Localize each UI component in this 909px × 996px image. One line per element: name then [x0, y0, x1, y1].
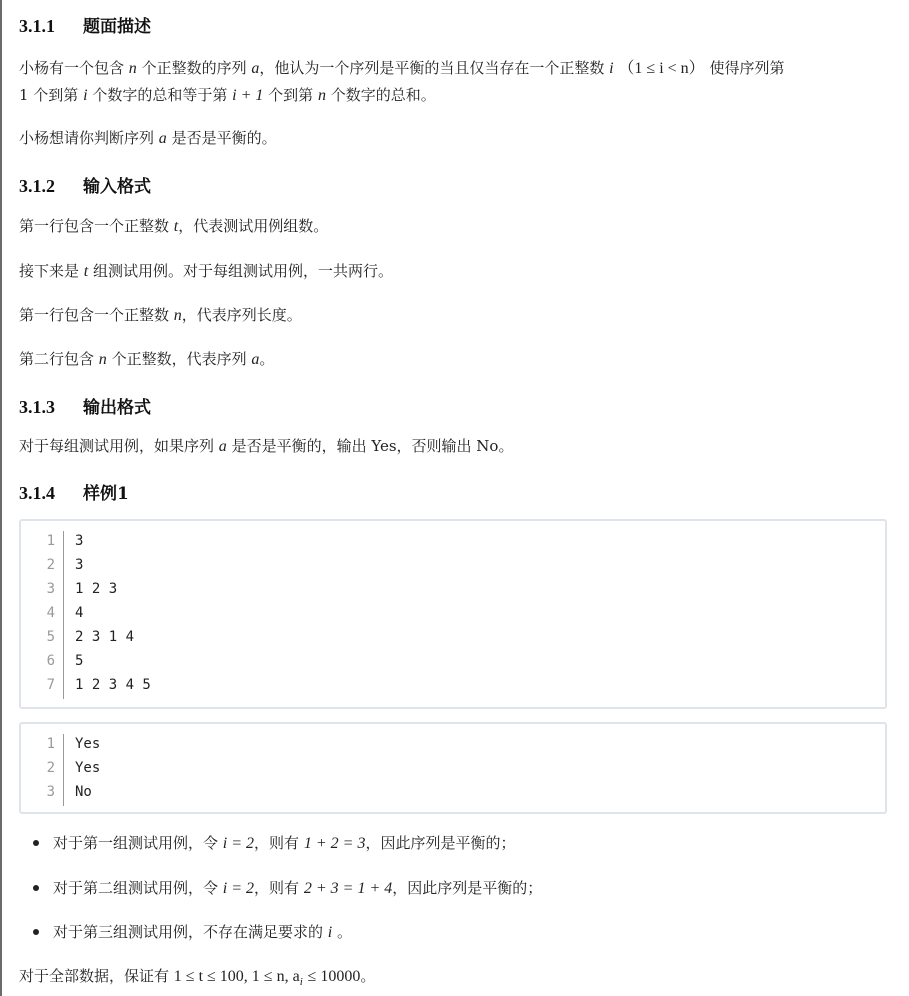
- math-var: n: [98, 351, 107, 368]
- code-text: No: [75, 784, 92, 800]
- line-number: 3: [46, 581, 55, 597]
- list-item: 对于第一组测试用例，令 i = 2，则有 1 + 2 = 3，因此序列是平衡的；: [33, 830, 883, 856]
- math-expression: 1 ≤ t ≤ 100, 1 ≤ n, a: [173, 968, 300, 985]
- math-var: i: [83, 87, 88, 104]
- line-number: 4: [46, 605, 55, 621]
- math-var: a: [158, 130, 167, 147]
- page-left-border: [0, 0, 2, 996]
- line-number: 2: [46, 760, 55, 776]
- math-var: t: [83, 263, 89, 280]
- constraints-paragraph: 对于全部数据，保证有 1 ≤ t ≤ 100, 1 ≤ n, $a_i \le 10000$。: [19, 967, 376, 988]
- code-line: [27, 649, 867, 673]
- code-text: 1 2 3: [75, 581, 118, 597]
- section-heading-description: [19, 12, 151, 37]
- math-var: i: [327, 924, 333, 941]
- section-number: 3.1.4: [19, 483, 55, 503]
- line-number: 1: [46, 533, 55, 549]
- math-var: t: [173, 218, 179, 235]
- bullet-icon: [33, 840, 39, 846]
- math-var: a: [251, 351, 260, 368]
- code-line: [27, 673, 867, 697]
- code-line: [27, 553, 867, 577]
- code-text: 5: [75, 653, 84, 669]
- line-number: 1: [46, 736, 55, 752]
- section-number: 3.1.2: [19, 176, 55, 196]
- code-line: [27, 625, 867, 649]
- sample-input-lines: [27, 529, 867, 697]
- math-expression: i + 1: [232, 87, 264, 104]
- input-paragraph-1: 第一行包含一个正整数 t，代表测试用例组数。: [19, 217, 329, 235]
- math-expression: 2 + 3 = 1 + 4: [303, 880, 393, 897]
- code-text: 1 2 3 4 5: [75, 677, 151, 693]
- bullet-icon: [33, 885, 39, 891]
- math-var: n: [317, 87, 326, 104]
- input-paragraph-4: 第二行包含 n 个正整数，代表序列 a。: [19, 350, 275, 368]
- line-number: 5: [46, 629, 55, 645]
- code-line: [27, 780, 867, 804]
- sample-input-code-block[interactable]: [19, 519, 887, 709]
- sample-output-code-block[interactable]: [19, 722, 887, 814]
- input-paragraph-3: 第一行包含一个正整数 n，代表序列长度。: [19, 306, 302, 324]
- code-line: [27, 732, 867, 756]
- math-var: a: [251, 60, 260, 77]
- math-var: i: [609, 60, 614, 77]
- code-text: 3: [75, 557, 84, 573]
- math-expression: ≤ 10000: [307, 968, 361, 985]
- math-subscript: i: [299, 976, 303, 988]
- line-number: 2: [46, 557, 55, 573]
- math-var: n: [173, 307, 182, 324]
- line-number: 6: [46, 653, 55, 669]
- bullet-icon: [33, 929, 39, 935]
- line-number: 7: [46, 677, 55, 693]
- math-expression: 1 + 2 = 3: [303, 835, 366, 852]
- section-heading-output: [19, 393, 151, 418]
- code-text: Yes: [75, 736, 101, 752]
- line-number: 3: [46, 784, 55, 800]
- output-paragraph-1: 对于每组测试用例，如果序列 a 是否是平衡的，输出 Yes，否则输出 No。: [19, 437, 514, 455]
- description-paragraph-2: 小杨想请你判断序列 a 是否是平衡的。: [19, 129, 277, 147]
- code-line: [27, 529, 867, 553]
- section-title: 输入格式: [83, 177, 151, 197]
- code-line: [27, 601, 867, 625]
- section-heading-sample: [19, 479, 129, 504]
- math-expression: i = 2: [222, 880, 255, 897]
- math-condition: （1 ≤ i < n）: [618, 60, 705, 77]
- section-title: 输出格式: [83, 398, 151, 418]
- math-var: n: [128, 60, 137, 77]
- section-heading-input: [19, 172, 151, 197]
- math-expression: i = 2: [222, 835, 255, 852]
- section-title: 题面描述: [83, 17, 151, 37]
- math-var: a: [218, 438, 227, 455]
- section-number: 3.1.1: [19, 16, 55, 36]
- description-paragraph-1: 小杨有一个包含 n 个正整数的序列 a，他认为一个序列是平衡的当且仅当存在一个正整数 i （1 ≤ i < n） 使得序列第 1 个到第 i 个数字的总和等于第 i + 1 个到第 n 个数字的总和。: [19, 59, 785, 104]
- code-text: 4: [75, 605, 84, 621]
- input-paragraph-2: 接下来是 t 组测试用例。对于每组测试用例，一共两行。: [19, 262, 394, 280]
- list-item: 对于第三组测试用例，不存在满足要求的 i 。: [33, 919, 883, 945]
- code-text: Yes: [75, 760, 101, 776]
- section-number: 3.1.3: [19, 397, 55, 417]
- code-text: 3: [75, 533, 84, 549]
- code-line: [27, 577, 867, 601]
- sample-output-lines: [27, 732, 867, 804]
- code-text: 2 3 1 4: [75, 629, 135, 645]
- list-item: 对于第二组测试用例，令 i = 2，则有 2 + 3 = 1 + 4，因此序列是平衡的；: [33, 875, 883, 901]
- section-title: 样例1: [83, 484, 129, 504]
- code-line: [27, 756, 867, 780]
